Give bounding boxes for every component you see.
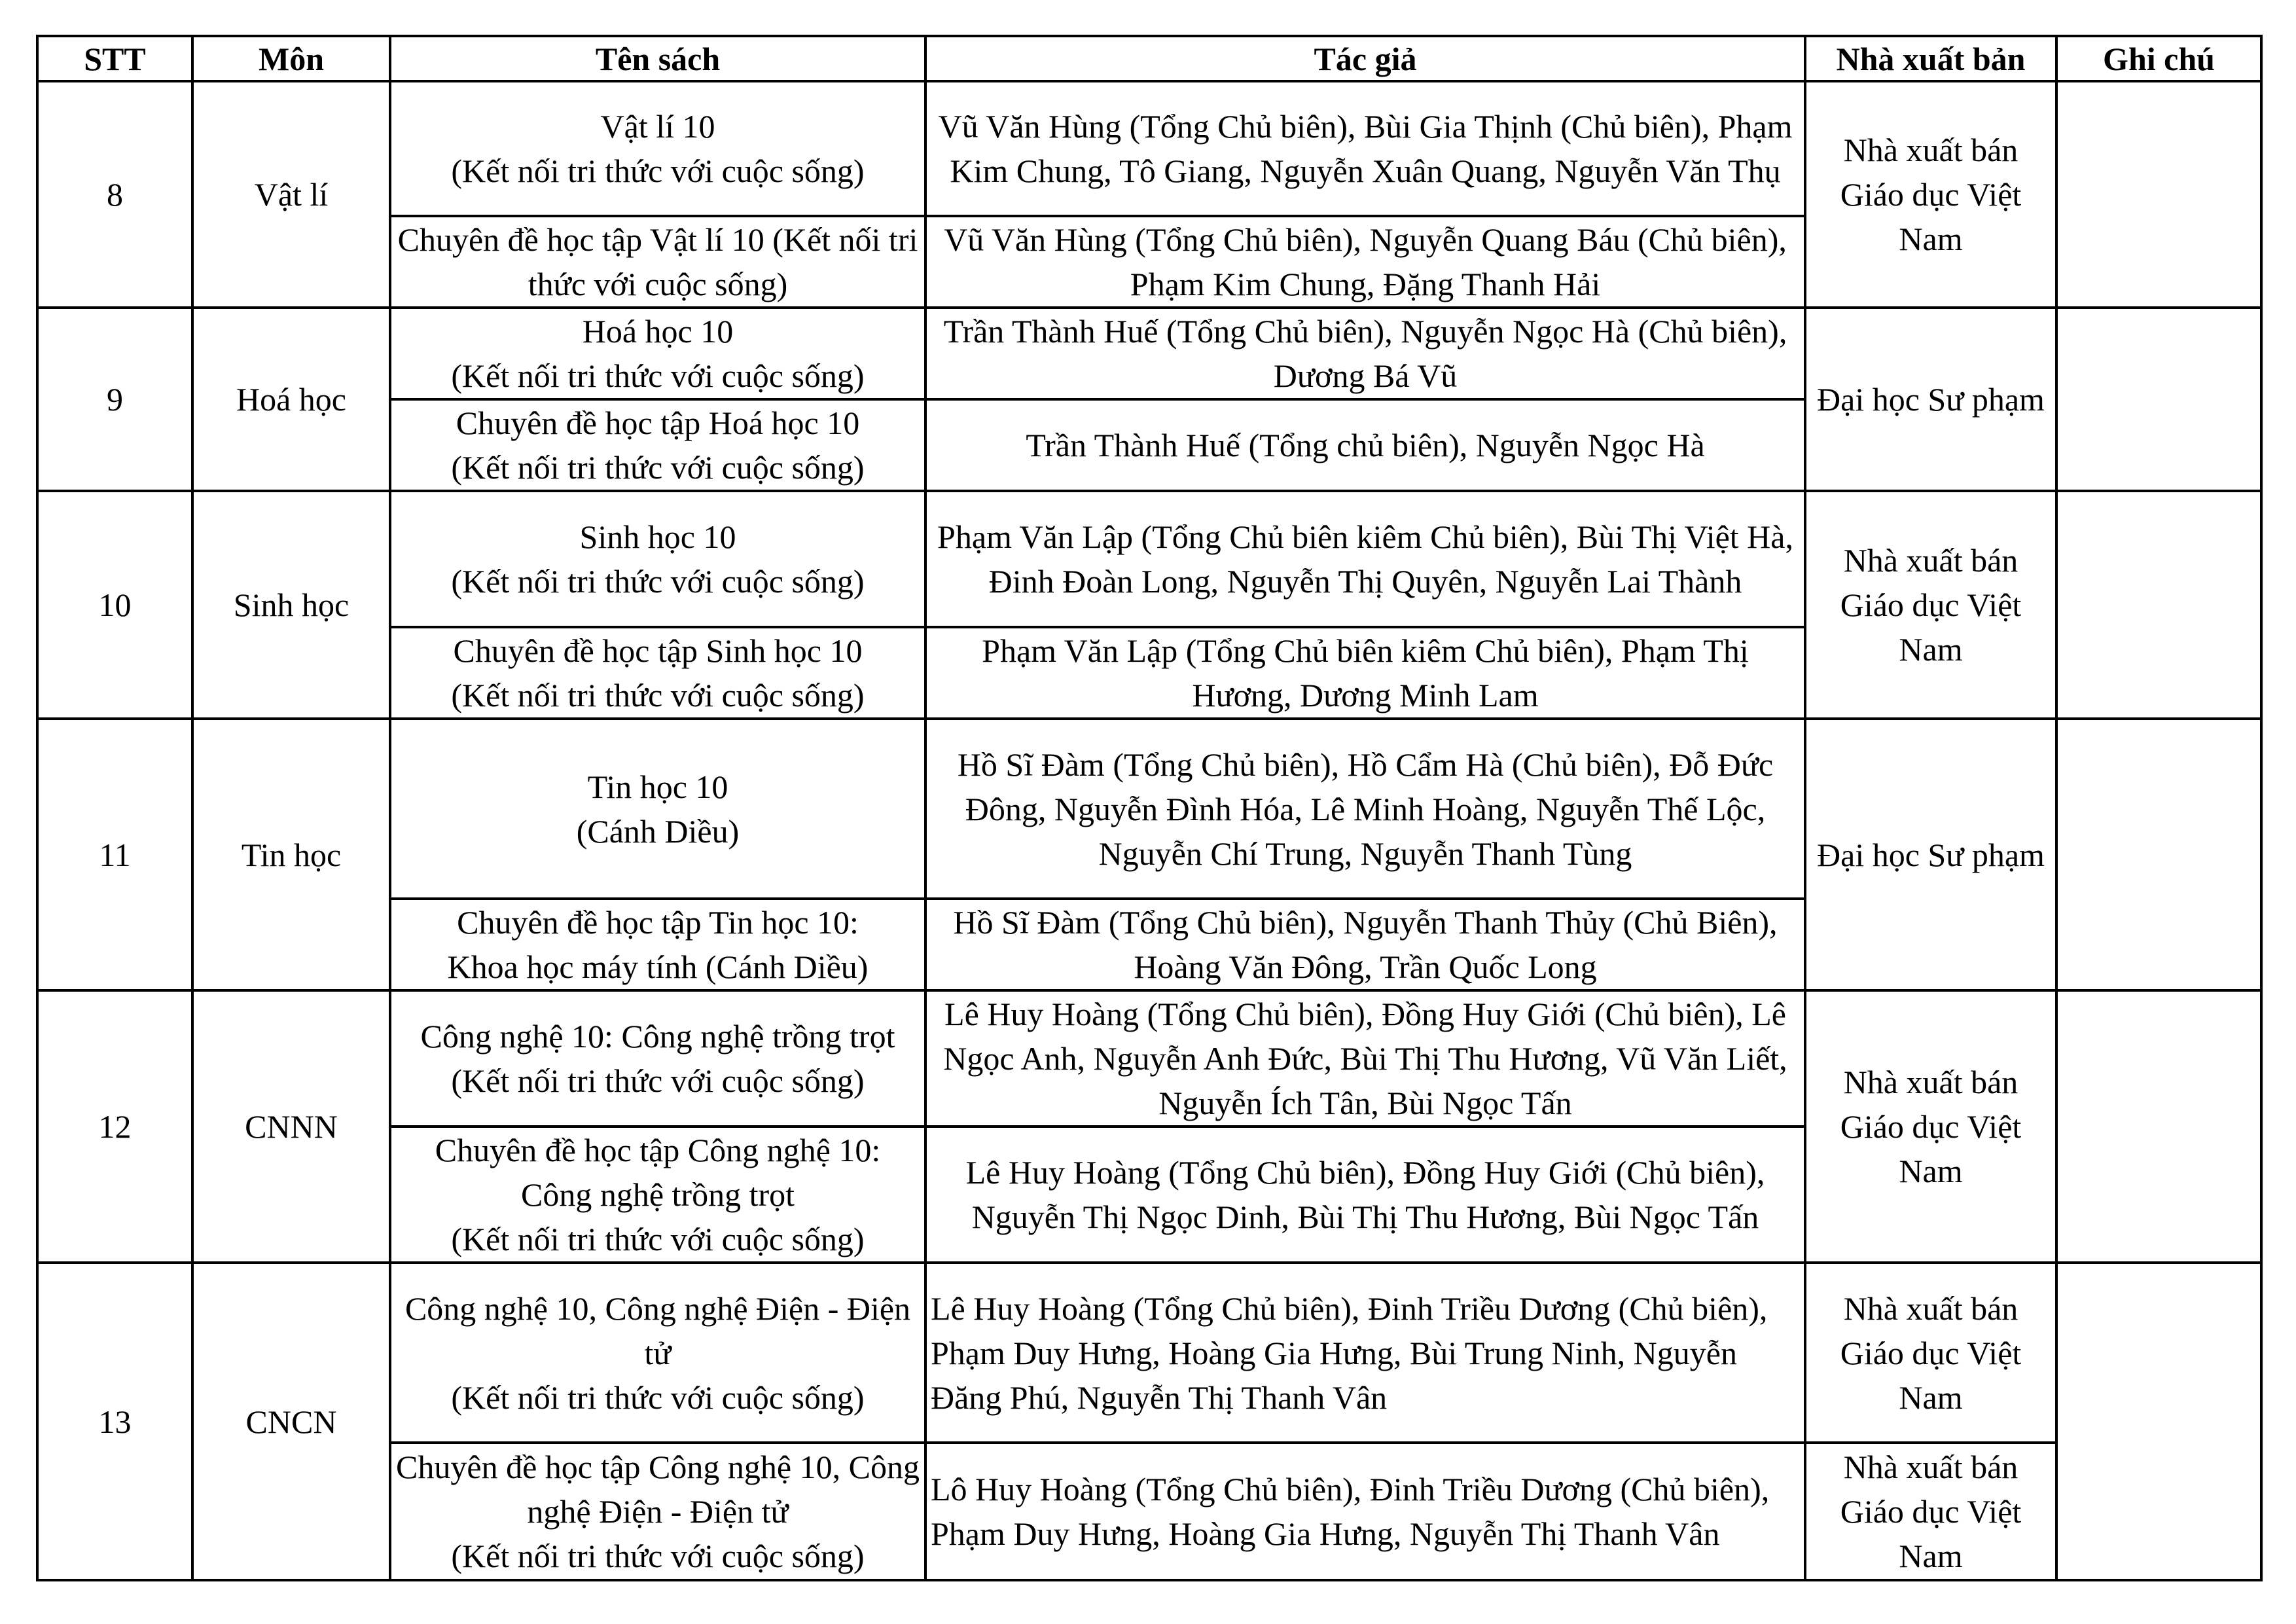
authors-cell: Lê Huy Hoàng (Tổng Chủ biên), Đồng Huy Giới (Chủ biên), Nguyễn Thị Ngọc Dinh, Bùi Thị Thu Hương, Bùi Ngọc Tấn [925, 1127, 1805, 1263]
stt-cell: 13 [37, 1263, 192, 1580]
publisher-cell: Nhà xuất bán Giáo dục Việt Nam [1805, 491, 2056, 719]
book-title-cell: Chuyên đề học tập Công nghệ 10: Công nghệ trồng trọt (Kết nối tri thức với cuộc sống) [390, 1127, 925, 1263]
book-title-cell: Công nghệ 10, Công nghệ Điện - Điện tử (Kết nối tri thức với cuộc sống) [390, 1263, 925, 1443]
note-cell [2056, 308, 2261, 491]
book-title-cell: Chuyên đề học tập Công nghệ 10, Công nghệ Điện - Điện tử (Kết nối tri thức với cuộc sống) [390, 1443, 925, 1580]
textbook-table [36, 35, 2263, 1581]
note-cell [2056, 491, 2261, 719]
note-cell [2056, 719, 2261, 990]
authors-cell: Vũ Văn Hùng (Tổng Chủ biên), Nguyễn Quang Báu (Chủ biên), Phạm Kim Chung, Đặng Thanh Hải [925, 216, 1805, 308]
book-title-cell: Chuyên đề học tập Sinh học 10 (Kết nối tri thức với cuộc sống) [390, 627, 925, 719]
book-title-cell: Sinh học 10 (Kết nối tri thức với cuộc sống) [390, 491, 925, 627]
subject-cell: CNNN [192, 990, 390, 1263]
book-title-cell: Chuyên đề học tập Tin học 10: Khoa học máy tính (Cánh Diều) [390, 899, 925, 990]
publisher-cell: Nhà xuất bán Giáo dục Việt Nam [1805, 81, 2056, 308]
subject-cell: Sinh học [192, 491, 390, 719]
header-subject: Môn [192, 36, 390, 81]
table-row [37, 308, 2261, 399]
authors-cell: Lê Huy Hoàng (Tổng Chủ biên), Đinh Triều Dương (Chủ biên), Phạm Duy Hưng, Hoàng Gia Hưng, Bùi Trung Ninh, Nguyễn Đăng Phú, Nguyễn Thị Thanh Vân [925, 1263, 1805, 1443]
authors-cell: Hồ Sĩ Đàm (Tổng Chủ biên), Hồ Cẩm Hà (Chủ biên), Đỗ Đức Đông, Nguyễn Đình Hóa, Lê Minh Hoàng, Nguyễn Thế Lộc, Nguyễn Chí Trung, Nguyễn Thanh Tùng [925, 719, 1805, 899]
book-title-cell: Chuyên đề học tập Vật lí 10 (Kết nối tri thức với cuộc sống) [390, 216, 925, 308]
authors-cell: Lô Huy Hoàng (Tổng Chủ biên), Đinh Triều Dương (Chủ biên), Phạm Duy Hưng, Hoàng Gia Hưng, Nguyễn Thị Thanh Vân [925, 1443, 1805, 1580]
note-cell [2056, 81, 2261, 308]
header-note: Ghi chú [2056, 36, 2261, 81]
stt-cell: 12 [37, 990, 192, 1263]
book-title-cell: Vật lí 10 (Kết nối tri thức với cuộc sống) [390, 81, 925, 216]
table-row [37, 491, 2261, 627]
publisher-cell: Nhà xuất bán Giáo dục Việt Nam [1805, 1443, 2056, 1580]
publisher-cell: Đại học Sư phạm [1805, 719, 2056, 990]
authors-cell: Lê Huy Hoàng (Tổng Chủ biên), Đồng Huy Giới (Chủ biên), Lê Ngọc Anh, Nguyễn Anh Đức, Bùi Thị Thu Hương, Vũ Văn Liết, Nguyễn Ích Tân, Bùi Ngọc Tấn [925, 990, 1805, 1127]
stt-cell: 10 [37, 491, 192, 719]
publisher-cell: Đại học Sư phạm [1805, 308, 2056, 491]
stt-cell: 8 [37, 81, 192, 308]
subject-cell: Vật lí [192, 81, 390, 308]
authors-cell: Trần Thành Huế (Tổng Chủ biên), Nguyễn Ngọc Hà (Chủ biên), Dương Bá Vũ [925, 308, 1805, 399]
authors-cell: Vũ Văn Hùng (Tổng Chủ biên), Bùi Gia Thịnh (Chủ biên), Phạm Kim Chung, Tô Giang, Nguyễn Xuân Quang, Nguyễn Văn Thụ [925, 81, 1805, 216]
table-row [37, 1263, 2261, 1443]
header-stt: STT [37, 36, 192, 81]
authors-cell: Phạm Văn Lập (Tổng Chủ biên kiêm Chủ biên), Bùi Thị Việt Hà, Đinh Đoàn Long, Nguyễn Thị Quyên, Nguyễn Lai Thành [925, 491, 1805, 627]
stt-cell: 11 [37, 719, 192, 990]
book-title-cell: Công nghệ 10: Công nghệ trồng trọt (Kết nối tri thức với cuộc sống) [390, 990, 925, 1127]
header-publisher: Nhà xuất bản [1805, 36, 2056, 81]
book-title-cell: Hoá học 10 (Kết nối tri thức với cuộc sống) [390, 308, 925, 399]
note-cell [2056, 990, 2261, 1263]
table-row [37, 719, 2261, 899]
book-title-cell: Tin học 10 (Cánh Diều) [390, 719, 925, 899]
header-authors: Tác giả [925, 36, 1805, 81]
table-row [37, 81, 2261, 216]
subject-cell: Tin học [192, 719, 390, 990]
table-row [37, 990, 2261, 1127]
header-book-title: Tên sách [390, 36, 925, 81]
authors-cell: Hồ Sĩ Đàm (Tổng Chủ biên), Nguyễn Thanh Thủy (Chủ Biên), Hoàng Văn Đông, Trần Quốc Long [925, 899, 1805, 990]
authors-cell: Trần Thành Huế (Tổng chủ biên), Nguyễn Ngọc Hà [925, 399, 1805, 491]
subject-cell: Hoá học [192, 308, 390, 491]
publisher-cell: Nhà xuất bán Giáo dục Việt Nam [1805, 990, 2056, 1263]
publisher-cell: Nhà xuất bán Giáo dục Việt Nam [1805, 1263, 2056, 1443]
subject-cell: CNCN [192, 1263, 390, 1580]
note-cell [2056, 1263, 2261, 1580]
header-row [37, 36, 2261, 81]
authors-cell: Phạm Văn Lập (Tổng Chủ biên kiêm Chủ biên), Phạm Thị Hương, Dương Minh Lam [925, 627, 1805, 719]
book-title-cell: Chuyên đề học tập Hoá học 10 (Kết nối tri thức với cuộc sống) [390, 399, 925, 491]
stt-cell: 9 [37, 308, 192, 491]
